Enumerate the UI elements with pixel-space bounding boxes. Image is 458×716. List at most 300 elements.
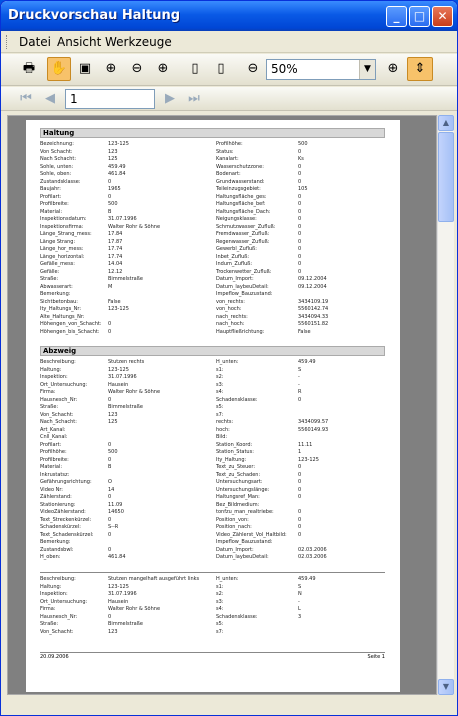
menu-tools[interactable]: Werkzeuge [105, 35, 172, 49]
field-label: tonfzu_man_realtriebe: [216, 509, 274, 515]
field-value: Walter Rohr & Söhne [108, 606, 161, 612]
field-label: Haltung: [40, 366, 62, 373]
menu-file[interactable]: Datei [19, 35, 52, 49]
field-value: L [298, 606, 301, 612]
report-field-row [216, 547, 386, 555]
field-label: Hauptfließrichtung: [216, 328, 265, 335]
field-label: Schmutzwasser_Zufluß: [216, 223, 276, 230]
chevron-down-icon[interactable]: ▼ [359, 60, 375, 79]
field-value: 0 [298, 479, 302, 485]
report-field-row [216, 329, 386, 337]
report-field-row [40, 547, 210, 555]
report-field-row [216, 201, 386, 209]
report-field-row [216, 171, 386, 179]
scroll-thumb[interactable] [438, 132, 454, 222]
field-value: 3 [298, 613, 302, 620]
field-value: S--R [108, 524, 119, 530]
haltung-left-column [40, 141, 210, 336]
menubar-grip[interactable] [6, 35, 9, 49]
field-label: Alte_Haltungs_Nr: [40, 313, 85, 320]
field-label: Indum_Zufluß: [216, 261, 253, 267]
field-value: 500 [108, 201, 118, 207]
field-label: Station_Status: [216, 449, 254, 455]
field-value: 0 [108, 456, 112, 463]
report-field-row [216, 284, 386, 292]
field-value: Walter Rohr & Söhne [108, 389, 161, 395]
field-label: Firma: [40, 389, 56, 395]
field-value: 5560142.74 [298, 306, 329, 312]
report-field-row [216, 179, 386, 187]
report-field-row [40, 524, 210, 532]
field-label: Bild: [216, 434, 228, 440]
field-value: 459.49 [298, 359, 316, 365]
field-label: Profilbreite: [40, 201, 69, 207]
field-value: False [298, 328, 311, 335]
report-field-row [40, 314, 210, 322]
field-label: von_hoch: [216, 306, 242, 312]
field-value: S [298, 366, 302, 373]
field-value: 0 [298, 509, 302, 515]
field-label: s4: [216, 606, 224, 612]
field-label: Neigungsklasse: [216, 216, 257, 222]
report-field-row [40, 216, 210, 224]
report-field-row [216, 449, 386, 457]
report-field-row [216, 397, 386, 405]
field-value: 125 [108, 419, 118, 425]
field-value: 17.87 [108, 238, 123, 245]
field-value: Walter Rohr & Söhne [108, 223, 161, 230]
section-header-abzweig: Abzweig [40, 346, 385, 356]
field-value: 3434099.57 [298, 419, 329, 425]
field-label: Material: [40, 464, 62, 470]
report-field-row [40, 629, 210, 637]
field-value: S [298, 583, 302, 590]
previous-page-icon[interactable]: ◀ [45, 91, 55, 106]
report-field-row [40, 171, 210, 179]
report-field-row [40, 576, 210, 584]
report-field-row [40, 269, 210, 277]
field-value: 0 [298, 201, 302, 207]
snapshot-icon[interactable]: ▣ [78, 61, 92, 76]
field-label: s2: [216, 374, 224, 380]
field-label: Untersuchungsart: [216, 479, 263, 485]
report-field-row [40, 231, 210, 239]
field-value: - [298, 381, 300, 388]
zoom-dynamic-icon[interactable]: ⊕ [105, 61, 117, 76]
field-label: Profilart: [40, 193, 62, 200]
report-field-row [40, 194, 210, 202]
field-label: Zustandsbwl: [40, 546, 74, 553]
field-value: 123-125 [298, 456, 319, 463]
field-value: 0 [298, 531, 302, 538]
footer-date: 20.09.2006 [40, 654, 69, 660]
field-label: Straße: [40, 276, 59, 282]
report-field-row [216, 487, 386, 495]
field-label: Kanalart: [216, 156, 239, 162]
field-value: - [298, 598, 300, 605]
report-field-row [216, 359, 386, 367]
field-value: 0 [108, 328, 112, 335]
report-field-row [40, 201, 210, 209]
field-label: Länge_horizontal: [40, 253, 85, 260]
report-field-row [40, 186, 210, 194]
field-label: s5: [216, 404, 224, 410]
report-field-row [40, 509, 210, 517]
report-field-row [216, 382, 386, 390]
field-label: Baujahr: [40, 186, 61, 192]
field-value: N [298, 591, 302, 597]
field-label: Schadenskürzel: [40, 524, 81, 530]
field-value: 31.07.1996 [108, 591, 137, 597]
field-label: Video Nr: [40, 486, 63, 493]
field-label: s5: [216, 621, 224, 627]
report-field-row [40, 382, 210, 390]
field-label: von_rechts: [216, 298, 245, 305]
record-divider [40, 572, 385, 573]
field-value: 0 [108, 321, 112, 327]
report-field-row [40, 464, 210, 472]
field-value: 123-125 [108, 583, 129, 590]
field-value: 5560151.82 [298, 321, 329, 327]
field-value: 459.49 [298, 576, 316, 582]
field-label: Ity_Haltungs_Nr: [40, 306, 82, 312]
report-field-row [216, 412, 386, 420]
report-field-row [40, 606, 210, 614]
field-value: 0 [298, 464, 302, 470]
field-label: Sohle, oben: [40, 171, 72, 177]
field-value: Bimmelstraße [108, 276, 143, 282]
report-field-row [216, 276, 386, 284]
field-label: Video_Zählerst_Vol_Haltbild: [216, 531, 287, 538]
field-label: Straße: [40, 404, 59, 410]
field-label: Cnll_Kanal: [40, 434, 68, 440]
zoom-out-tool-icon[interactable]: ⊖ [131, 61, 143, 76]
field-value: 0 [298, 163, 302, 170]
report-field-row [216, 524, 386, 532]
report-field-row [216, 231, 386, 239]
report-field-row [40, 299, 210, 307]
field-label: Fremdwasser_Zufluß: [216, 231, 270, 237]
field-label: Ort_Untersuchung: [40, 598, 88, 605]
field-value: O [108, 479, 112, 485]
report-field-row [40, 442, 210, 450]
field-label: Teileinzugsgebiet: [216, 186, 261, 192]
report-field-row [40, 156, 210, 164]
field-value: M [108, 283, 113, 290]
field-value: 12.12 [108, 268, 123, 275]
field-value: 02.03.2006 [298, 546, 327, 553]
scroll-down-icon[interactable]: ▼ [438, 679, 454, 695]
report-field-row [40, 532, 210, 540]
close-button[interactable]: ✕ [432, 6, 453, 27]
field-label: Position_von: [216, 516, 249, 523]
field-value: 125 [108, 156, 118, 162]
haltung-right-column [216, 141, 386, 336]
report-field-row [40, 389, 210, 397]
field-label: Haltung: [40, 583, 62, 590]
field-value: 0 [298, 524, 302, 530]
zoom-in-tool-icon[interactable]: ⊕ [157, 61, 169, 76]
field-value: 0 [298, 471, 302, 478]
zoom-select[interactable] [266, 59, 376, 80]
field-label: Nach_Schacht: [40, 419, 77, 425]
report-field-row [216, 186, 386, 194]
menu-view[interactable]: Ansicht [57, 35, 102, 49]
single-page-icon[interactable]: ▯ [191, 61, 199, 76]
report-field-row [40, 584, 210, 592]
report-field-row [40, 141, 210, 149]
report-field-row [40, 209, 210, 217]
report-field-row [216, 517, 386, 525]
report-field-row [40, 246, 210, 254]
field-label: Sohle, unten: [40, 163, 74, 170]
field-value: 31.07.1996 [108, 374, 137, 380]
report-field-row [216, 472, 386, 480]
field-label: Haltungsfläche_Dach: [216, 208, 271, 215]
report-field-row [40, 419, 210, 427]
field-label: Firma: [40, 606, 56, 612]
report-field-row [216, 141, 386, 149]
field-label: s3: [216, 598, 224, 605]
field-value: 02.03.2006 [298, 554, 327, 560]
field-label: Text_Streckenkürzel: [40, 516, 92, 523]
field-label: Von Schacht: [40, 148, 73, 155]
field-label: Impeflow_Bauzustand: [216, 291, 273, 297]
abzweig-left-column [40, 359, 210, 562]
report-field-row [40, 517, 210, 525]
field-value: 0 [108, 396, 112, 403]
first-page-icon[interactable]: ⏮ [20, 91, 32, 106]
field-label: Sichtbetonbau: [40, 298, 78, 305]
multi-page-icon[interactable]: ▯ [217, 61, 225, 76]
report-field-row [216, 299, 386, 307]
next-page-icon[interactable]: ▶ [165, 91, 175, 106]
field-label: Gewerbl_Zufluß: [216, 246, 257, 252]
field-value: 0 [298, 246, 302, 252]
field-value: 1 [298, 449, 302, 455]
report-field-row [40, 291, 210, 299]
report-field-row [40, 412, 210, 420]
report-field-row [216, 457, 386, 465]
report-field-row [216, 254, 386, 262]
report-field-row [216, 494, 386, 502]
report-field-row [40, 367, 210, 375]
report-field-row [40, 494, 210, 502]
report-field-row [216, 314, 386, 322]
section-header-haltung: Haltung [40, 128, 385, 138]
field-label: s7: [216, 411, 224, 418]
field-label: Text_zu_Schaden: [216, 471, 261, 478]
field-label: Datum_laybeuDetail: [216, 554, 269, 560]
field-value: 461.84 [108, 554, 126, 560]
field-label: s3: [216, 381, 224, 388]
report-field-row [40, 539, 210, 547]
field-value: 0 [298, 261, 302, 267]
report-field-row [40, 397, 210, 405]
report-field-row [216, 532, 386, 540]
report-field-row [40, 404, 210, 412]
field-label: Haltungsref_Man: [216, 494, 260, 500]
preview-viewport[interactable] [7, 115, 437, 695]
field-label: Regenwasser_Zufluß: [216, 238, 270, 245]
report-field-row [40, 479, 210, 487]
report-field-row [216, 576, 386, 584]
field-value: 3434109.19 [298, 298, 329, 305]
vertical-scrollbar[interactable] [437, 115, 454, 695]
field-label: s1: [216, 583, 224, 590]
last-page-icon[interactable]: ⏭ [188, 91, 200, 106]
field-label: Text_zu_Steuer: [216, 464, 256, 470]
report-field-row [216, 164, 386, 172]
field-value: 0 [298, 494, 302, 500]
report-field-row [216, 419, 386, 427]
field-label: Haltungsfläche_bef: [216, 201, 266, 207]
field-label: Ort_Untersuchung: [40, 381, 88, 388]
field-value: 0 [298, 516, 302, 523]
field-label: Hausnesch_Nr: [40, 396, 78, 403]
field-label: Höhengen_bis_Schacht: [40, 328, 100, 335]
field-label: Abwasserart: [40, 283, 73, 290]
report-field-row [216, 554, 386, 562]
field-label: hoch: [216, 426, 230, 433]
field-label: s7: [216, 628, 224, 635]
abzweig2-left-column [40, 576, 210, 636]
report-field-row [216, 269, 386, 277]
field-label: Von_Schacht: [40, 628, 74, 635]
zoom-in-button-icon[interactable]: ⊕ [387, 61, 399, 76]
field-label: Status: [216, 148, 234, 155]
field-label: Art_Kanal: [40, 426, 66, 433]
report-field-row [216, 614, 386, 622]
field-value: Bimmelstraße [108, 621, 143, 627]
field-label: Profilhöhe: [216, 141, 243, 147]
field-value: 123-125 [108, 366, 129, 373]
report-field-row [40, 554, 210, 562]
field-label: Von_Schacht: [40, 411, 74, 418]
field-label: VideoZählerstand: [40, 509, 86, 515]
field-label: Bemerkung: [40, 539, 71, 545]
field-label: Bez_Bildmedium: [216, 501, 260, 508]
report-field-row [40, 239, 210, 247]
field-value: 0 [298, 238, 302, 245]
field-label: Bemerkung: [40, 291, 71, 297]
report-field-row [216, 216, 386, 224]
field-value: 0 [298, 486, 302, 493]
field-label: Gefährungsrichtung: [40, 479, 92, 485]
minimize-button[interactable]: _ [386, 6, 407, 27]
field-label: Gefälle: [40, 268, 60, 275]
report-field-row [216, 606, 386, 614]
field-label: Datum_laybeuDetail: [216, 283, 269, 290]
field-value: - [298, 374, 300, 380]
field-label: Hausnesch_Nr: [40, 613, 78, 620]
field-value: 0 [298, 253, 302, 260]
report-field-row [216, 599, 386, 607]
field-value: 09.12.2004 [298, 276, 327, 282]
field-value: 0 [298, 148, 302, 155]
field-label: Höhengen_von_Schacht: [40, 321, 102, 327]
report-field-row [216, 404, 386, 412]
report-field-row [40, 591, 210, 599]
field-value: B [108, 464, 112, 470]
report-field-row [40, 164, 210, 172]
report-field-row [216, 621, 386, 629]
field-value: 14 [108, 486, 115, 493]
report-field-row [216, 539, 386, 547]
page-footer [40, 654, 385, 660]
hand-tool-icon[interactable]: ✋ [47, 57, 71, 81]
field-value: 0 [108, 516, 112, 523]
field-label: Beschreibung: [40, 359, 76, 365]
report-field-row [40, 179, 210, 187]
report-field-row [216, 389, 386, 397]
field-label: Datum_Import: [216, 546, 254, 553]
field-value: 3434094.33 [298, 313, 329, 320]
report-field-row [216, 321, 386, 329]
field-value: 0 [108, 613, 112, 620]
field-label: Profilart: [40, 441, 62, 448]
print-icon[interactable]: 🖶 [22, 61, 36, 76]
field-label: Länge_Strang_mess: [40, 231, 92, 237]
field-label: nach_hoch: [216, 321, 245, 327]
field-value: Stutzen mangelhaft ausgeführt links [108, 576, 200, 582]
report-field-row [216, 246, 386, 254]
report-field-row [216, 149, 386, 157]
report-field-row [216, 584, 386, 592]
report-field-row [40, 254, 210, 262]
report-field-row [216, 224, 386, 232]
field-label: Inspektionsfirma: [40, 223, 84, 230]
report-field-row [216, 502, 386, 510]
report-field-row [40, 261, 210, 269]
field-value: 459.49 [108, 163, 126, 170]
field-label: Bezeichnung: [40, 141, 74, 147]
field-label: nach_rechts: [216, 313, 248, 320]
zoom-out-button-icon[interactable]: ⊖ [247, 61, 259, 76]
field-label: Inspektion: [40, 591, 68, 597]
report-page [26, 120, 400, 692]
footer-page-number: Seite 1 [367, 654, 385, 660]
field-label: Beschreibung: [40, 576, 76, 582]
field-value: 17.74 [108, 253, 123, 260]
field-value: 123 [108, 148, 118, 155]
field-label: Ity_Haltung: [216, 456, 247, 463]
field-label: Impeflow_Bauzustand: [216, 539, 273, 545]
report-field-row [40, 329, 210, 337]
page-width-icon[interactable]: ⇕ [407, 57, 433, 81]
report-field-row [40, 434, 210, 442]
scroll-up-icon[interactable]: ▲ [438, 115, 454, 131]
field-label: s4: [216, 389, 224, 395]
field-label: Trockenwetter_Zufluß: [216, 268, 272, 275]
field-label: H_oben: [40, 554, 61, 560]
maximize-button[interactable]: □ [409, 6, 430, 27]
field-value: 0 [298, 208, 302, 215]
field-label: s2: [216, 591, 224, 597]
field-value: 17.74 [108, 246, 123, 252]
field-label: Inkrustatsz: [40, 471, 70, 478]
field-value: 500 [108, 449, 118, 455]
field-value: 123-125 [108, 141, 129, 147]
footer-divider [40, 652, 385, 653]
field-label: Profilhöhe: [40, 449, 67, 455]
page-number-input[interactable]: 1 [65, 89, 155, 109]
field-label: Länge_hor_mess: [40, 246, 84, 252]
field-label: Untersuchungslänge: [216, 486, 270, 493]
field-label: Haltungsfläche_ges: [216, 193, 267, 200]
report-field-row [40, 149, 210, 157]
menu-bar [1, 31, 457, 53]
